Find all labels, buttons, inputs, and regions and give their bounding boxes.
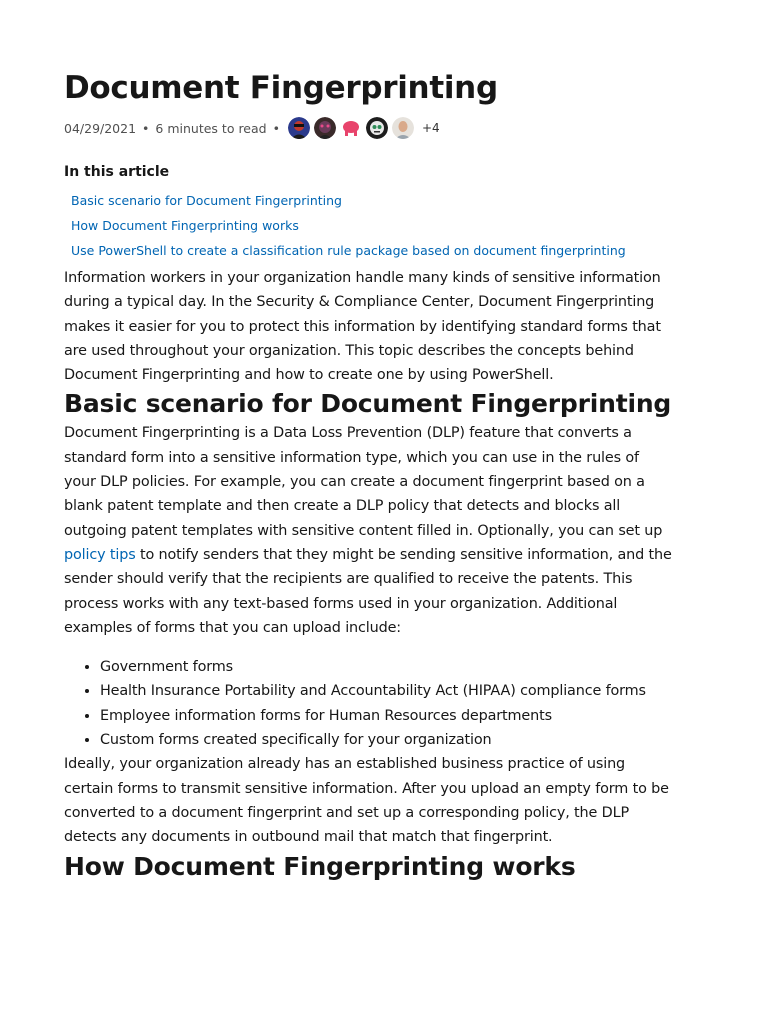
toc-link-powershell[interactable]: Use PowerShell to create a classification rule package based on document fingerprinting: [71, 243, 626, 258]
contributor-avatar[interactable]: [314, 117, 336, 139]
article-date: 04/29/2021: [64, 120, 137, 136]
page-title: Document Fingerprinting: [64, 70, 498, 106]
list-item: • Government forms: [100, 655, 674, 679]
toc-list: [64, 191, 674, 266]
contributors-list[interactable]: [288, 117, 440, 139]
contributor-avatar[interactable]: [288, 117, 310, 139]
list-item: • Health Insurance Portability and Accountability Act (HIPAA) compliance forms: [100, 679, 674, 703]
toc-heading: In this article: [64, 164, 170, 180]
paragraph-text: Document Fingerprinting is a Data Loss Prevention (DLP) feature that converts a standard form into a sensitive information type, which you can use in the rules of your DLP policies. For example, you can create a document fingerprint based on a blank patent template and then create a DLP policy that detects and blocks all outgoing patent templates with sensitive content filled in. Optionally, you can set up: [64, 425, 663, 539]
read-time: 6 minutes to read: [155, 120, 267, 136]
contributor-avatar[interactable]: [366, 117, 388, 139]
policy-tips-link[interactable]: policy tips: [64, 546, 136, 563]
contributor-avatar[interactable]: [340, 117, 362, 139]
intro-paragraph: Information workers in your organization handle many kinds of sensitive information during a typical day. In the Security & Compliance Center, Document Fingerprinting makes it easier for you to protect this information by identifying standard forms that are used throughout your organization. This topic describes the concepts behind Document Fingerprinting and how to create one by using PowerShell.: [64, 270, 661, 384]
meta-separator: •: [272, 120, 280, 136]
article-content: [64, 68, 674, 884]
toc-item: [64, 216, 674, 241]
form-examples-list: [64, 655, 674, 752]
toc-item: [64, 241, 674, 266]
toc-link-basic-scenario[interactable]: Basic scenario for Document Fingerprinting: [71, 193, 342, 208]
section-heading-basic-scenario: Basic scenario for Document Fingerprinting: [64, 389, 672, 419]
section-heading-how-it-works: How Document Fingerprinting works: [64, 851, 576, 881]
ideal-practice-paragraph: Ideally, your organization already has an established business practice of using certain forms to transmit sensitive information. After you upload an empty form to be converted to a document fingerprint and set up a corresponding policy, the DLP detects any documents in outbound mail that match that fingerprint.: [64, 756, 669, 846]
more-contributors-count[interactable]: +4: [421, 121, 440, 135]
meta-separator: •: [142, 120, 150, 136]
paragraph-text: to notify senders that they might be sending sensitive information, and the sender should verify that the recipients are qualified to receive the patents. This process works with any text-based forms used in your organization. Additional examples of forms that you can upload include:: [64, 546, 672, 636]
article-meta: [64, 115, 674, 141]
basic-scenario-paragraph: [64, 421, 674, 640]
list-item: • Custom forms created specifically for your organization: [100, 728, 674, 752]
contributor-avatar[interactable]: [392, 117, 414, 139]
toc-item: [64, 191, 674, 216]
toc-link-how-it-works[interactable]: How Document Fingerprinting works: [71, 218, 299, 233]
list-item: • Employee information forms for Human Resources departments: [100, 704, 674, 728]
